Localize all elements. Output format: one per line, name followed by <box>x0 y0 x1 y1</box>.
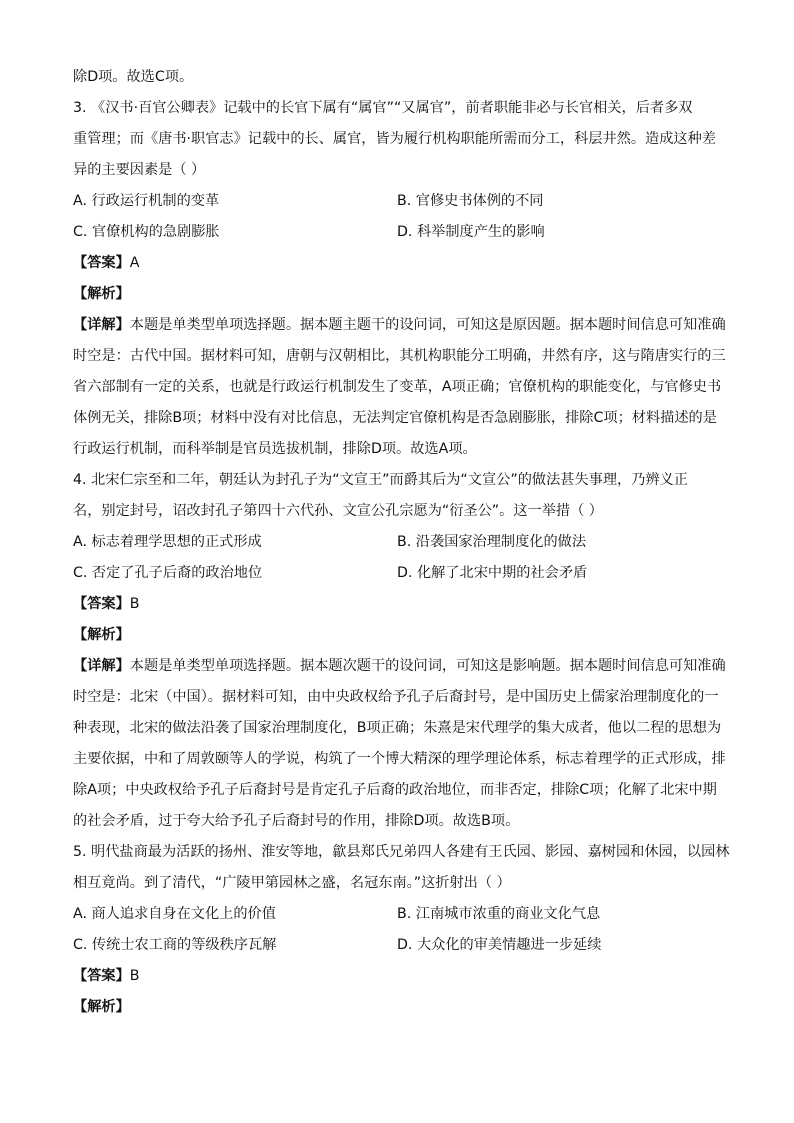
question-3-detail-line-5: 行政运行机制，而科举制是官员选拔机制，排除D项。故选A项。 <box>73 441 477 457</box>
question-4-option-a: A. 标志着理学思想的正式形成 <box>73 534 262 550</box>
question-3-option-a: A. 行政运行机制的变革 <box>73 193 220 209</box>
question-4-detail-line-1 <box>73 651 733 682</box>
question-3-option-c: C. 官僚机构的急剧膨胀 <box>73 224 220 240</box>
detail-tag: 【详解】 <box>73 658 130 674</box>
question-4-options-row-2 <box>73 558 733 589</box>
question-5-option-d: D. 大众化的审美情趣进一步延续 <box>397 937 602 953</box>
answer-tag: 【答案】 <box>73 255 130 271</box>
question-5-stem-line-1: 5. 明代盐商最为活跃的扬州、淮安等地，歙县郑氏兄弟四人各建有王氏园、影园、嘉树园和休园，以园林 <box>73 844 730 860</box>
detail-text: 本题是单类型单项选择题。据本题主题干的设问词，可知这是原因题。据本题时间信息可知准确 <box>129 317 726 333</box>
question-5-options-row-2 <box>73 930 733 961</box>
answer-value: B <box>129 968 140 984</box>
question-3 <box>73 93 733 465</box>
question-3-option-d: D. 科举制度产生的影响 <box>397 224 545 240</box>
question-5-stem-line-2: 相互竟尚。到了清代，“广陵甲第园林之盛，名冠东南。”这折射出（ ） <box>73 875 511 891</box>
question-5-option-b: B. 江南城市浓重的商业文化气息 <box>397 906 601 922</box>
question-4 <box>73 465 733 837</box>
question-3-options-row-1 <box>73 186 733 217</box>
question-5-analysis-tag: 【解析】 <box>73 999 130 1015</box>
question-3-stem-line-3: 异的主要因素是（ ） <box>73 162 206 178</box>
question-5-answer <box>73 961 733 992</box>
detail-text: 本题是单类型单项选择题。据本题次题干的设问词，可知这是影响题。据本题时间信息可知准确 <box>129 658 726 674</box>
question-5 <box>73 837 733 1023</box>
question-4-detail-line-3: 种表现，北宋的做法沿袭了国家治理制度化，B项正确；朱熹是宋代理学的集大成者，他以二程的思想为 <box>73 720 722 736</box>
question-3-answer <box>73 248 733 279</box>
question-3-stem-line-1: 3. 《汉书·百官公卿表》记载中的长官下属有“属官”“又属官”，前者职能非必与长官相关，后者多双 <box>73 100 693 116</box>
question-3-option-b: B. 官修史书体例的不同 <box>397 193 544 209</box>
question-5-option-a: A. 商人追求自身在文化上的价值 <box>73 906 276 922</box>
question-4-stem-line-2: 名，别定封号，诏改封孔子第四十六代孙、文宣公孔宗愿为“衍圣公”。这一举措（ ） <box>73 503 603 519</box>
question-3-stem-line-2: 重管理；而《唐书·职官志》记载中的长、属官，皆为履行机构职能所需而分工，科层井然。造成这种差 <box>73 131 716 147</box>
detail-tag: 【详解】 <box>73 317 130 333</box>
answer-value: B <box>129 596 140 612</box>
question-4-analysis-tag: 【解析】 <box>73 627 130 643</box>
page-content <box>73 62 733 1023</box>
question-3-detail-line-3: 省六部制有一定的关系，也就是行政运行机制发生了变革，A项正确；官僚机构的职能变化，与官修史书 <box>73 379 722 395</box>
question-3-detail-line-4: 体例无关，排除B项；材料中没有对比信息，无法判定官僚机构是否急剧膨胀，排除C项；材料描述的是 <box>73 410 717 426</box>
question-4-detail-line-5: 除A项；中央政权给予孔子后裔封号是肯定孔子后裔的政治地位，而非否定，排除C项；化解了北宋中期 <box>73 782 717 798</box>
question-4-options-row-1 <box>73 527 733 558</box>
answer-value: A <box>129 255 140 271</box>
question-3-detail-line-2: 时空是：古代中国。据材料可知，唐朝与汉朝相比，其机构职能分工明确，井然有序，这与隋唐实行的三 <box>73 348 726 364</box>
answer-tag: 【答案】 <box>73 968 130 984</box>
question-4-detail-line-2: 时空是：北宋（中国）。据材料可知，由中央政权给予孔子后裔封号，是中国历史上儒家治理制度化的一 <box>73 689 719 705</box>
question-4-answer <box>73 589 733 620</box>
question-3-analysis-tag: 【解析】 <box>73 286 130 302</box>
question-5-options-row-1 <box>73 899 733 930</box>
question-4-stem-line-1: 4. 北宋仁宗至和二年，朝廷认为封孔子为“文宣王”而爵其后为“文宣公”的做法甚失事理，乃辨义正 <box>73 472 688 488</box>
question-4-option-c: C. 否定了孔子后裔的政治地位 <box>73 565 263 581</box>
answer-tag: 【答案】 <box>73 596 130 612</box>
question-4-detail-line-4: 主要依据，中和了周敦颐等人的学说，构筑了一个博大精深的理学理论体系，标志着理学的正式形成，排 <box>73 751 726 767</box>
question-4-detail-line-6: 的社会矛盾，过于夸大给予孔子后裔封号的作用，排除D项。故选B项。 <box>73 813 520 829</box>
question-3-detail-line-1 <box>73 310 733 341</box>
question-3-options-row-2 <box>73 217 733 248</box>
question-4-option-b: B. 沿袭国家治理制度化的做法 <box>397 534 587 550</box>
question-4-option-d: D. 化解了北宋中期的社会矛盾 <box>397 565 588 581</box>
question-5-option-c: C. 传统士农工商的等级秩序瓦解 <box>73 937 277 953</box>
previous-answer-fragment: 除D项。故选C项。 <box>73 69 194 85</box>
